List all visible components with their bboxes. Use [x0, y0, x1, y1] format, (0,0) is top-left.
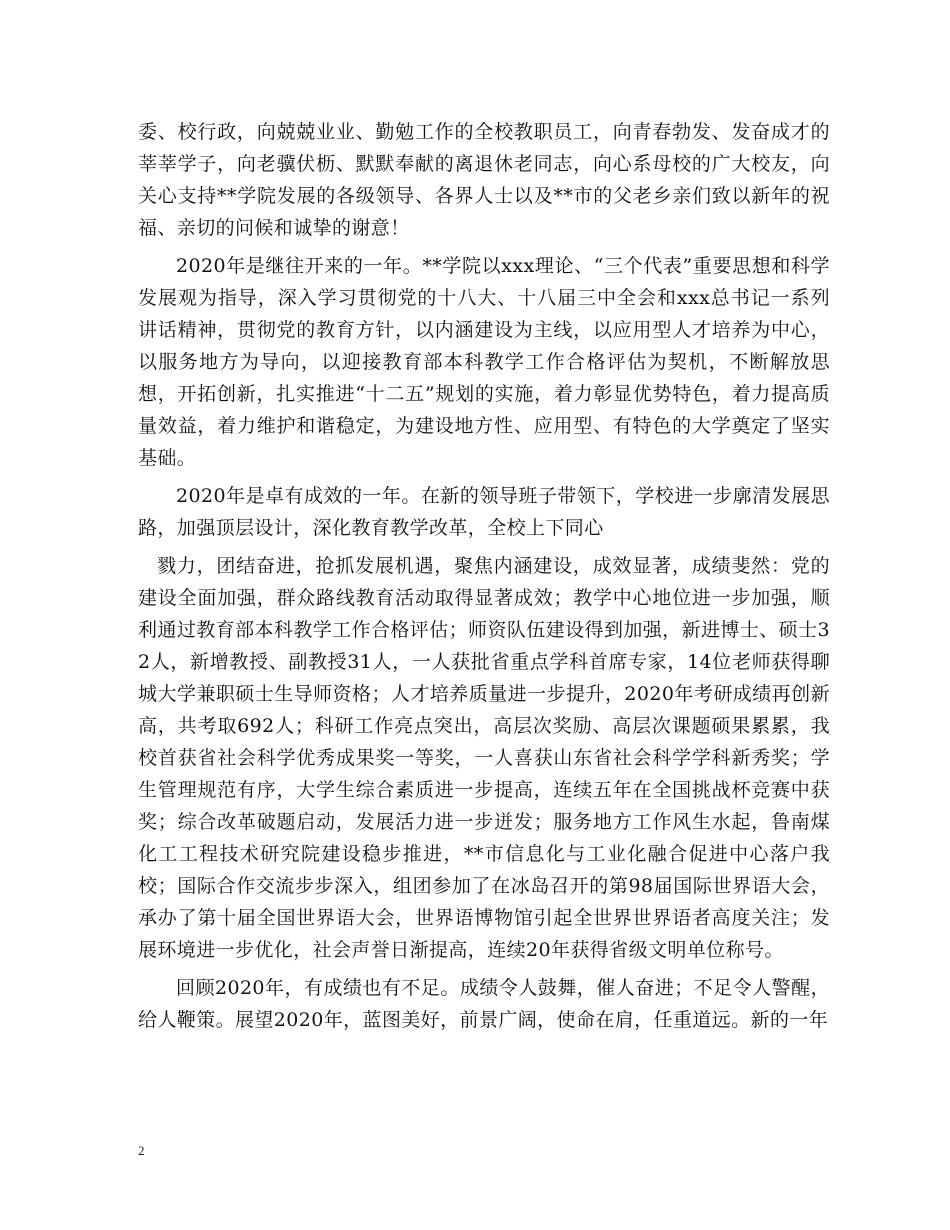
paragraph-greetings: 委、校行政，向兢兢业业、勤勉工作的全校教职员工，向青春勃发、发奋成才的莘莘学子，向老骥伏枥、默默奉献的离退休老同志，向心系母校的广大校友，向关心支持**学院发展的各级领导、各界人士以及**市的父老乡亲们致以新年的祝福、亲切的问候和诚挚的谢意！	[138, 121, 830, 239]
paragraph-year-overview: 2020年是继往开来的一年。**学院以xxx理论、“三个代表”重要思想和科学发展观为指导，深入学习贯彻党的十八大、十八届三中全会和xxx总书记一系列讲话精神，贯彻党的教育方针，以内涵建设为主线，以应用型人才培养为中心，以服务地方为导向，以迎接教育部本科教学工作合格评估为契机，不断解放思想，开拓创新，扎实推进“十二五”规划的实施，着力彰显优势特色，着力提高质量效益，着力维护和谐稳定，为建设地方性、应用型、有特色的大学奠定了坚实基础。	[138, 255, 830, 469]
paragraph-review-outlook: 回顾2020年，有成绩也有不足。成绩令人鼓舞，催人奋进；不足令人警醒，给人鞭策。展望2020年，蓝图美好，前景广阔，使命在肩，任重道远。新的一年	[138, 977, 830, 1031]
document-body	[138, 116, 830, 1042]
paragraph-achievements-intro: 2020年是卓有成效的一年。在新的领导班子带领下，学校进一步廓清发展思路，加强顶层设计，深化教育教学改革，全校上下同心	[138, 485, 830, 539]
page-number: 2	[138, 1143, 145, 1158]
paragraph-achievements-detail: 戮力，团结奋进，抢抓发展机遇，聚焦内涵建设，成效显著，成绩斐然：党的建设全面加强，群众路线教育活动取得显著成效；教学中心地位进一步加强，顺利通过教育部本科教学工作合格评估；师资队伍建设得到加强，新进博士、硕士32人，新增教授、副教授31人，一人获批省重点学科首席专家，14位老师获得聊城大学兼职硕士生导师资格；人才培养质量进一步提升，2020年考研成绩再创新高，共考取692人；科研工作亮点突出，高层次奖励、高层次课题硕果累累，我校首获省社会科学优秀成果奖一等奖，一人喜获山东省社会科学学科新秀奖；学生管理规范有序，大学生综合素质进一步提高，连续五年在全国挑战杯竞赛中获奖；综合改革破题启动，发展活力进一步迸发；服务地方工作风生水起，鲁南煤化工工程技术研究院建设稳步推进，**市信息化与工业化融合促进中心落户我校；国际合作交流步步深入，组团参加了在冰岛召开的第98届国际世界语大会，承办了第十届全国世界语大会，世界语博物馆引起全世界世界语者高度关注；发展环境进一步优化，社会声誉日渐提高，连续20年获得省级文明单位称号。	[138, 555, 830, 961]
